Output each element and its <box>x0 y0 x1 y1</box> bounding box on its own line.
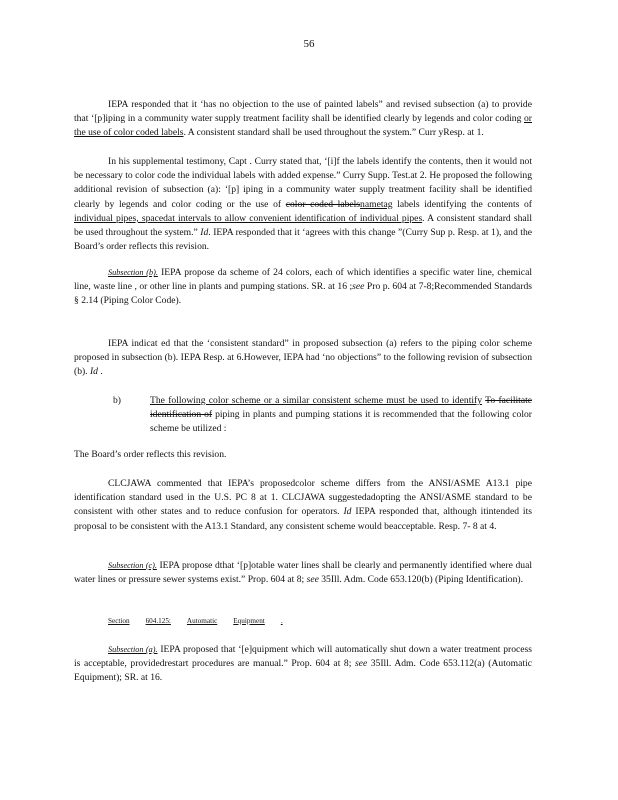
item-marker: b) <box>113 395 121 406</box>
subsection-label: Subsection (b). <box>108 268 158 277</box>
citation-id: Id <box>200 227 209 239</box>
citation-id: Id <box>89 366 98 378</box>
inserted-text: The following color scheme or a similar consistent scheme must be used to identify <box>150 395 483 406</box>
deleted-text: To facilitate identification of <box>150 395 532 421</box>
text: IEPA propose da scheme of 24 colors, each of which identifies a specific water line, chemical line, waste line , or other line in plants and pumping stations. SR. at 16 ; <box>74 267 532 293</box>
text: In his supplemental testimony, Capt . Curry stated that, ‘[i]f the labels identify the contents, then it would not be necessary to color code the individual labels with added expense.” Curry Supp. Test.at 2. He proposed the following additional revision of subsection (a): ‘[p] iping in a community water supply treatment facility shall be identified clearly by legends and color coding or the use of <box>74 156 532 210</box>
text: 35Ill. Adm. Code 653.120(b) (Piping Identification). <box>318 574 523 586</box>
text: Pro p. 604 at 7-8;Recommended Standards § 2.14 (Piping Color Code). <box>74 281 533 307</box>
text: IEPA proposed that ‘[e]quipment which will automatically shut down a water treatment process is acceptable, providedrestart procedures are manual.” Prop. 604 at 8; <box>74 644 532 670</box>
rule-text-subsection-b <box>150 394 532 437</box>
text: CLCJAWA commented that IEPA’s proposedcolor scheme differs from the ANSI/ASME A13.1 pipe identification standard used in the U.S. PC 8 at 1. CLCJAWA suggestedadopting the ANSI/ASME standard to be consistent with other states and to reduce confusion for operators. <box>74 478 532 518</box>
text: labels identifying the contents of <box>392 198 532 210</box>
citation-id: Id <box>343 506 352 518</box>
text: . IEPA responded that it ‘agrees with this change ”(Curry Sup p. Resp. at 1), and the Board’s order reflects this revision. <box>74 227 532 253</box>
paragraph-subsection-c <box>74 559 532 587</box>
text: IEPA responded that it ‘has no objection to the use of painted labels” and revised subsection (a) to provide that ‘[p]iping in a community water supply treatment facility shall be identified clearly by legends and color coding <box>74 99 532 125</box>
text: . A consistent standard shall be used throughout the system.” <box>74 212 532 239</box>
section-number: 604.125: <box>145 617 171 625</box>
text: . <box>97 366 103 378</box>
section-word: Section <box>108 617 130 625</box>
text: piping in plants and pumping stations it is recommended that the following color scheme be utilized : <box>150 409 532 435</box>
text: IEPA indicat ed that the ‘consistent standard” in proposed subsection (a) refers to the piping color scheme proposed in subsection (b). IEPA Resp. at 6.However, IEPA had ‘no objections” to the following revision of subsection (b). <box>74 338 532 378</box>
paragraph-clcjawa <box>74 477 532 534</box>
paragraph-subsection-b <box>74 266 532 309</box>
text: IEPA responded that, although itintended its proposal to be consistent with the A13.1 Standard, any consistent scheme would beacceptable. Resp. 7- 8 at 4. <box>74 506 533 532</box>
paragraph-curry-testimony <box>74 155 532 254</box>
section-heading <box>108 617 299 625</box>
section-title-word: Automatic <box>186 617 218 625</box>
paragraph-consistent-standard <box>74 337 532 380</box>
inserted-text: nametag <box>360 198 393 210</box>
section-title-word: Equipment <box>233 617 265 625</box>
deleted-text: color coded labels <box>285 198 361 210</box>
section-period: . <box>280 617 283 625</box>
text: . A consistent standard shall be used throughout the system.” Curr yResp. at 1. <box>183 127 484 139</box>
subsection-label: Subsection (a). <box>108 645 158 654</box>
paragraph-iepa-labels <box>74 98 532 141</box>
text: 35Ill. Adm. Code 653.112(a) (Automatic Equipment); SR. at 16. <box>74 658 532 684</box>
citation-signal: see <box>352 281 365 293</box>
citation-signal: see <box>354 658 368 670</box>
page-number: 56 <box>303 38 315 50</box>
inserted-text: individual pipes, spacedat intervals to allow convenient identification of individual pipes <box>74 212 423 224</box>
text: IEPA propose dthat ‘[p]otable water lines shall be clearly and permanently identified where dual water lines or pressure sewer systems exist.” Prop. 604 at 8; <box>74 560 532 586</box>
paragraph-subsection-a-equipment <box>74 643 532 686</box>
citation-signal: see <box>306 574 319 586</box>
subsection-label: Subsection (c). <box>108 561 157 570</box>
paragraph-board-reflects: The Board’s order reflects this revision. <box>74 449 227 460</box>
inserted-text: or the use of color coded labels <box>74 113 532 139</box>
